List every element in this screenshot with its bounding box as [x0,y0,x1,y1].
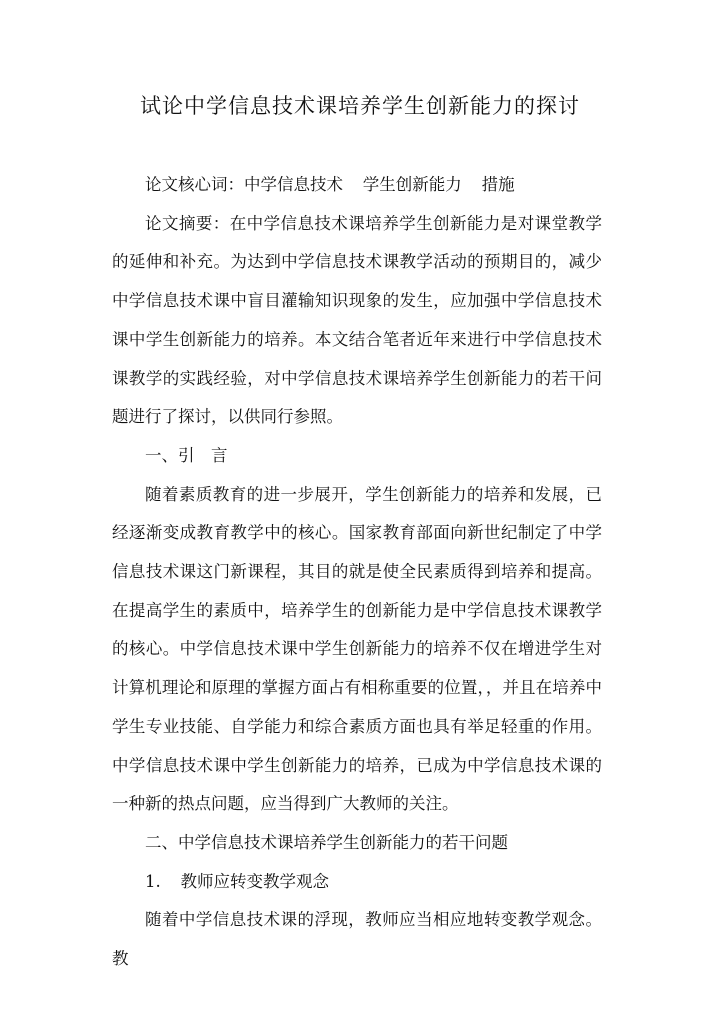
subsection-heading [112,863,602,902]
document-title: 试论中学信息技术课培养学生创新能力的探讨 [140,94,580,118]
section-heading-intro: 一、引 言 [145,445,228,465]
body-paragraph: 随着中学信息技术课的浮现，教师应当相应地转变教学观念。教 [112,910,602,969]
abstract-paragraph: 论文摘要：在中学信息技术课培养学生创新能力是对课堂教学的延伸和补充。为达到中学信息技术课教学活动的预期目的，减少中学信息技术课中盲目灌输知识现象的发生，应加强中学信息技术课中学生创新能力的培养。本文结合笔者近年来进行中学信息技术课教学的实践经验，对中学信息技术课培养学生创新能力的若干问题进行了探讨，以供同行参照。 [112,213,602,427]
intro-paragraph: 随着素质教育的进一步展开，学生创新能力的培养和发展，已经逐渐变成教育教学中的核心。国家教育部面向新世纪制定了中学信息技术课这门新课程，其目的就是使全民素质得到培养和提高。在提高学生的素质中，培养学生的创新能力是中学信息技术课教学的核心。中学信息技术课中学生创新能力的培养不仅在增进学生对计算机理论和原理的掌握方面占有相称重要的位置，，并且在培养中学生专业技能、自学能力和综合素质方面也具有举足轻重的作用。中学信息技术课中学生创新能力的培养，已成为中学信息技术课的一种新的热点问题，应当得到广大教师的关注。 [112,484,602,814]
keywords-line [112,166,602,205]
section-heading-problems: 二、中学信息技术课培养学生创新能力的若干问题 [145,832,508,852]
subsection-title: 教师应转变教学观念 [180,871,330,891]
document-body [112,166,602,979]
subsection-number: 1. [145,871,161,891]
keyword-item: 措施 [481,175,515,194]
keyword-item: 学生创新能力 [362,175,462,194]
keyword-item: 中学信息技术 [244,175,343,194]
keywords-label: 论文核心词： [145,175,244,194]
